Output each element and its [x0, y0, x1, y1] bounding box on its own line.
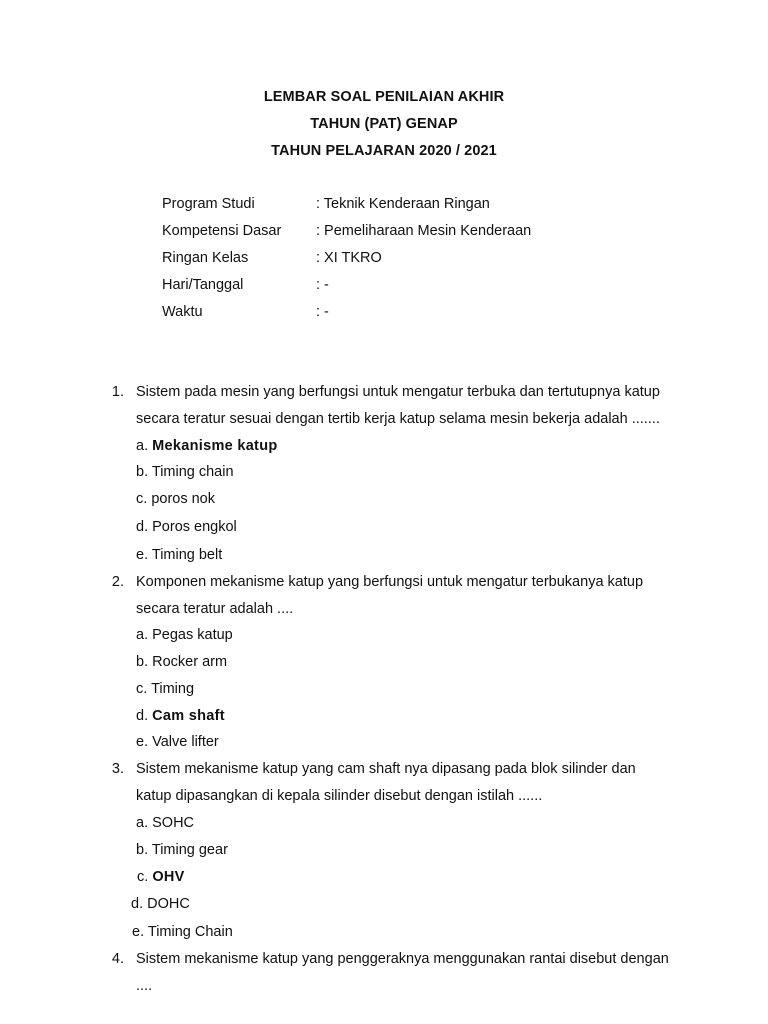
option-d — [136, 519, 237, 535]
option-letter: b. — [136, 842, 149, 858]
option-text: DOHC — [147, 896, 190, 912]
option-text: SOHC — [152, 815, 195, 831]
option-a — [136, 815, 194, 831]
option-letter: c. — [137, 869, 149, 885]
question-number: 2. — [111, 574, 124, 590]
option-text: Timing belt — [151, 547, 223, 563]
question-text-line: secara teratur sesuai dengan tertib kerja katup selama mesin bekerja adalah ....... — [136, 411, 660, 427]
option-letter: a. — [136, 815, 149, 831]
option-a — [136, 438, 278, 454]
option-c — [137, 869, 185, 885]
option-text-answer: Cam shaft — [152, 708, 225, 724]
option-text: Timing gear — [151, 842, 228, 858]
option-letter: d. — [136, 519, 149, 535]
option-text: poros nok — [151, 491, 215, 507]
question-text-line: .... — [136, 978, 153, 994]
option-letter: c. — [136, 681, 148, 697]
option-letter: c. — [136, 491, 148, 507]
question-text-line: Komponen mekanisme katup yang berfungsi untuk mengatur terbukanya katup — [136, 574, 644, 590]
question-text-line: Sistem pada mesin yang berfungsi untuk mengatur terbuka dan tertutupnya katup — [136, 384, 660, 400]
option-b — [136, 654, 227, 670]
info-value-ringan-kelas: : XI TKRO — [316, 250, 382, 266]
option-e — [132, 924, 233, 940]
option-b — [136, 464, 234, 480]
info-label-kompetensi-dasar: Kompetensi Dasar — [162, 223, 282, 239]
option-text: Valve lifter — [152, 734, 219, 750]
question-number: 4. — [111, 951, 124, 967]
option-text: Timing — [151, 681, 195, 697]
option-letter: b. — [136, 464, 149, 480]
info-label-program-studi: Program Studi — [162, 196, 255, 212]
info-label-hari-tanggal: Hari/Tanggal — [162, 277, 244, 293]
question-text-line: Sistem mekanisme katup yang cam shaft nya dipasang pada blok silinder dan — [136, 761, 636, 777]
info-value-waktu: : - — [316, 304, 329, 320]
option-d — [136, 708, 225, 724]
option-text: Timing Chain — [147, 924, 233, 940]
option-letter: e. — [136, 734, 149, 750]
option-letter: b. — [136, 654, 149, 670]
question-text-line: secara teratur adalah .... — [136, 601, 294, 617]
question-number: 3. — [111, 761, 124, 777]
option-c — [136, 491, 215, 507]
option-letter: e. — [136, 547, 149, 563]
question-text-line: Sistem mekanisme katup yang penggeraknya menggunakan rantai disebut dengan — [136, 951, 669, 967]
option-text-answer: OHV — [152, 869, 185, 885]
document-title-line-3: TAHUN PELAJARAN 2020 / 2021 — [271, 143, 497, 159]
option-text: Timing chain — [151, 464, 234, 480]
option-d — [131, 896, 190, 912]
option-text: Rocker arm — [152, 654, 228, 670]
document-title-line-1: LEMBAR SOAL PENILAIAN AKHIR — [263, 89, 505, 105]
option-text: Poros engkol — [152, 519, 237, 535]
document-title-line-2: TAHUN (PAT) GENAP — [310, 116, 458, 132]
option-a — [136, 627, 233, 643]
option-letter: e. — [132, 924, 145, 940]
option-text: Pegas katup — [152, 627, 233, 643]
question-number: 1. — [111, 384, 124, 400]
option-b — [136, 842, 228, 858]
option-c — [136, 681, 194, 697]
option-letter: a. — [136, 627, 149, 643]
option-letter: d. — [131, 896, 144, 912]
info-value-hari-tanggal: : - — [316, 277, 329, 293]
info-label-waktu: Waktu — [162, 304, 203, 320]
option-e — [136, 734, 219, 750]
info-value-program-studi: : Teknik Kenderaan Ringan — [316, 196, 490, 212]
info-label-ringan-kelas: Ringan Kelas — [162, 250, 249, 266]
option-letter: d. — [136, 708, 149, 724]
option-text-answer: Mekanisme katup — [152, 438, 278, 454]
option-letter: a. — [136, 438, 149, 454]
info-value-kompetensi-dasar: : Pemeliharaan Mesin Kenderaan — [316, 223, 532, 239]
question-text-line: katup dipasangkan di kepala silinder disebut dengan istilah ...... — [136, 788, 543, 804]
option-e — [136, 547, 222, 563]
